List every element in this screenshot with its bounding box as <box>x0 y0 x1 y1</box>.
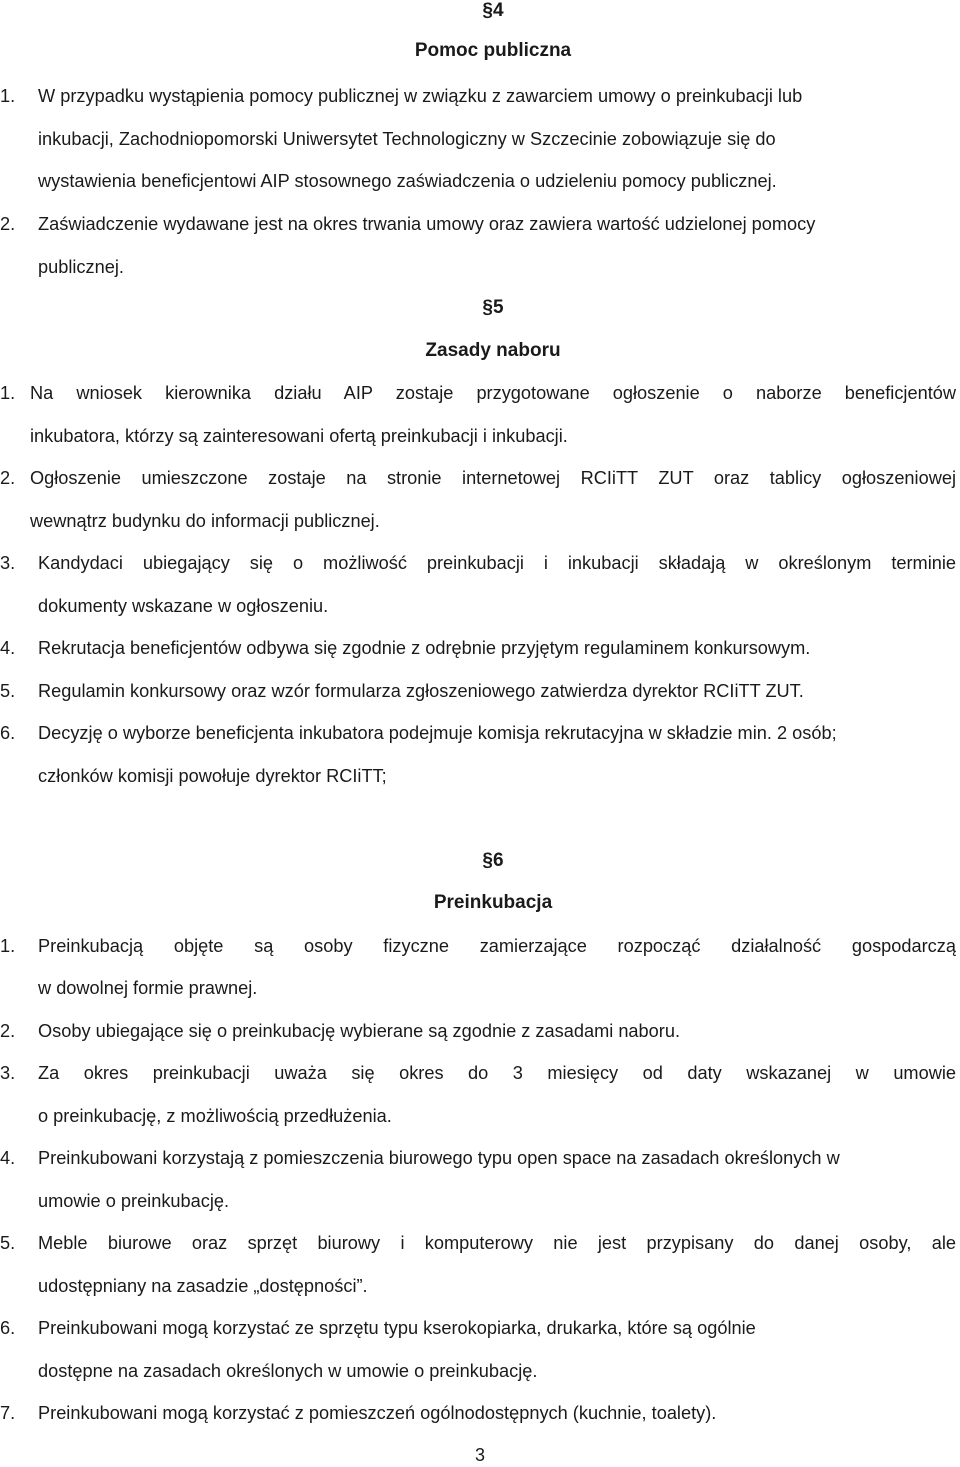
s6-item-4-number: 4. <box>0 1148 16 1168</box>
s5-item-1-line-1: Na wniosek kierownika działu AIP zostaje przygotowane ogłoszenie o naborze beneficjentów <box>30 383 956 403</box>
s5-item-2-number: 2. <box>0 468 16 488</box>
section-6-number: §6 <box>482 850 504 871</box>
s6-item-1-line-2: w dowolnej formie prawnej. <box>38 978 258 998</box>
s5-item-1-line-2: inkubatora, którzy są zainteresowani ofertą preinkubacji i inkubacji. <box>30 426 568 446</box>
s6-item-3-number: 3. <box>0 1063 16 1083</box>
s6-item-4-line-1: Preinkubowani korzystają z pomieszczenia biurowego typu open space na zasadach określonych w <box>38 1148 840 1168</box>
s5-item-4-line-1: Rekrutacja beneficjentów odbywa się zgodnie z odrębnie przyjętym regulaminem konkursowym. <box>38 638 811 658</box>
s6-item-1-line-1: Preinkubacją objęte są osoby fizyczne zamierzające rozpocząć działalność gospodarczą <box>38 936 956 956</box>
section-6-title: Preinkubacja <box>433 892 553 913</box>
s6-item-5-number: 5. <box>0 1233 16 1253</box>
s5-item-3-line-1: Kandydaci ubiegający się o możliwość preinkubacji i inkubacji składają w określonym terminie <box>38 553 956 573</box>
s5-item-3-number: 3. <box>0 553 16 573</box>
s5-item-5-number: 5. <box>0 681 16 701</box>
page-number: 3 <box>474 1445 485 1465</box>
s4-item-1-number: 1. <box>0 86 16 106</box>
s4-item-1-line-2: inkubacji, Zachodniopomorski Uniwersytet Technologiczny w Szczecinie zobowiązuje się do <box>38 129 776 149</box>
s6-item-1-number: 1. <box>0 936 16 956</box>
section-5-number: §5 <box>482 297 504 318</box>
s4-item-2-number: 2. <box>0 214 16 234</box>
s6-item-2-number: 2. <box>0 1021 16 1041</box>
s6-item-4-line-2: umowie o preinkubację. <box>38 1191 230 1211</box>
s4-item-1-line-1: W przypadku wystąpienia pomocy publicznej w związku z zawarciem umowy o preinkubacji lub <box>38 86 803 106</box>
s5-item-6-line-2: członków komisji powołuje dyrektor RCIiTT; <box>38 766 387 786</box>
s6-item-7-number: 7. <box>0 1403 16 1423</box>
s6-item-6-line-2: dostępne na zasadach określonych w umowie o preinkubację. <box>38 1361 538 1381</box>
section-4-number: §4 <box>482 0 504 21</box>
s5-item-3-line-2: dokumenty wskazane w ogłoszeniu. <box>38 596 329 616</box>
s4-item-2-line-1: Zaświadczenie wydawane jest na okres trwania umowy oraz zawiera wartość udzielonej pomocy <box>38 214 816 234</box>
section-4-title: Pomoc publiczna <box>414 40 572 61</box>
s6-item-5-line-2: udostępniany na zasadzie „dostępności”. <box>38 1276 368 1296</box>
s6-item-5-line-1: Meble biurowe oraz sprzęt biurowy i komputerowy nie jest przypisany do danej osoby, ale <box>38 1233 956 1253</box>
s6-item-6-number: 6. <box>0 1318 16 1338</box>
s4-item-1-line-3: wystawienia beneficjentowi AIP stosownego zaświadczenia o udzieleniu pomocy publicznej. <box>38 171 777 191</box>
s5-item-6-line-1: Decyzję o wyborze beneficjenta inkubatora podejmuje komisja rekrutacyjna w składzie min. 2 osób; <box>38 723 837 743</box>
s5-item-1-number: 1. <box>0 383 16 403</box>
s6-item-3-line-1: Za okres preinkubacji uważa się okres do 3 miesięcy od daty wskazanej w umowie <box>38 1063 956 1083</box>
s5-item-2-line-1: Ogłoszenie umieszczone zostaje na stronie internetowej RCIiTT ZUT oraz tablicy ogłoszeniowej <box>30 468 956 488</box>
s5-item-5-line-1: Regulamin konkursowy oraz wzór formularza zgłoszeniowego zatwierdza dyrektor RCIiTT ZUT. <box>38 681 804 701</box>
s5-item-2-line-2: wewnątrz budynku do informacji publicznej. <box>30 511 380 531</box>
s5-item-6-number: 6. <box>0 723 16 743</box>
s6-item-2-line-1: Osoby ubiegające się o preinkubację wybierane są zgodnie z zasadami naboru. <box>38 1021 681 1041</box>
s6-item-6-line-1: Preinkubowani mogą korzystać ze sprzętu typu kserokopiarka, drukarka, które są ogólnie <box>38 1318 756 1338</box>
section-5-title: Zasady naboru <box>425 340 561 361</box>
s4-item-2-line-2: publicznej. <box>38 257 124 277</box>
s6-item-7-line-1: Preinkubowani mogą korzystać z pomieszczeń ogólnodostępnych (kuchnie, toalety). <box>38 1403 717 1423</box>
s6-item-3-line-2: o preinkubację, z możliwością przedłużenia. <box>38 1106 392 1126</box>
s5-item-4-number: 4. <box>0 638 16 658</box>
